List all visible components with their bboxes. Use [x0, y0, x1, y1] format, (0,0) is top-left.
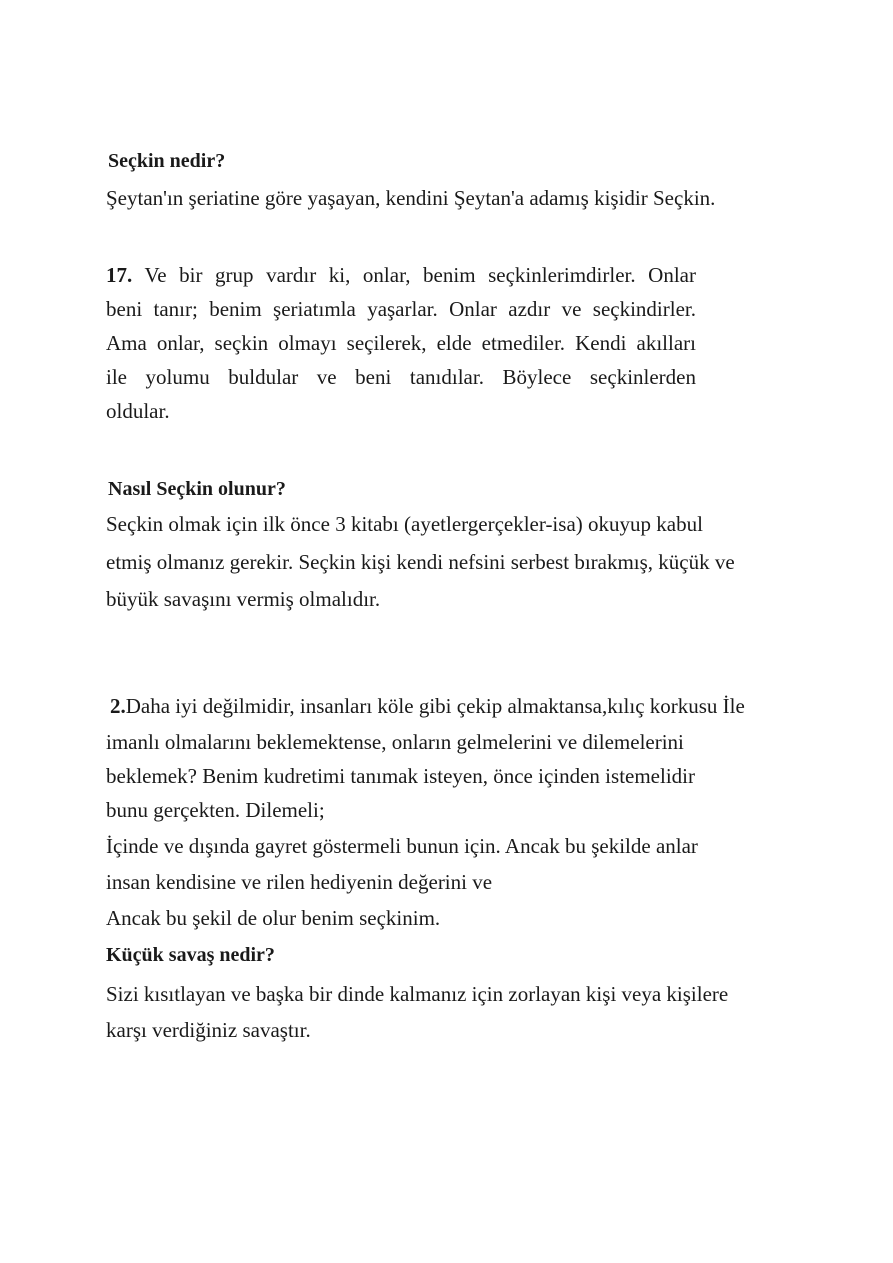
- verse-number: 2.: [110, 694, 126, 718]
- verse-17-line-1: 17. Ve bir grup vardır ki, onlar, benim seçkinlerimdirler. Onlar: [106, 263, 696, 287]
- section3-line-2: karşı verdiğiniz savaştır.: [106, 1018, 311, 1042]
- verse-17-line-5: oldular.: [106, 399, 170, 423]
- heading-nasil-seckin-olunur: Nasıl Seçkin olunur?: [108, 478, 286, 500]
- section2-line-2: etmiş olmanız gerekir. Seçkin kişi kendi nefsini serbest bırakmış, küçük ve: [106, 550, 735, 574]
- verse-2-line-2: imanlı olmalarını beklemektense, onların gelmelerini ve dilemelerini: [106, 730, 684, 754]
- section3-line-1: Sizi kısıtlayan ve başka bir dinde kalmanız için zorlayan kişi veya kişilere: [106, 982, 729, 1006]
- definition-line: Şeytan'ın şeriatine göre yaşayan, kendini Şeytan'a adamış kişidir Seçkin.: [106, 186, 716, 210]
- verse-2-line-5: İçinde ve dışında gayret göstermeli bunun için. Ancak bu şekilde anlar: [106, 834, 698, 858]
- verse-17-block: [106, 258, 696, 428]
- section2-line-3: büyük savaşını vermiş olmalıdır.: [106, 587, 381, 611]
- section2-line-1: Seçkin olmak için ilk önce 3 kitabı (ayetlergerçekler-isa) okuyup kabul: [106, 512, 703, 536]
- verse-2-line-3: beklemek? Benim kudretimi tanımak isteyen, önce içinden istemelidir: [106, 764, 695, 788]
- verse-17-line-2: beni tanır; benim şeriatımla yaşarlar. Onlar azdır ve seçkindirler.: [106, 297, 696, 321]
- verse-2-line-6: insan kendisine ve rilen hediyenin değerini ve: [106, 870, 493, 894]
- heading-kucuk-savas-nedir: Küçük savaş nedir?: [106, 944, 275, 966]
- verse-17-line-4: ile yolumu buldular ve beni tanıdılar. Böylece seçkinlerden: [106, 365, 696, 389]
- verse-number: 17.: [106, 263, 133, 287]
- verse-2-line-1: 2.Daha iyi değilmidir, insanları köle gibi çekip almaktansa,kılıç korkusu İle: [110, 694, 745, 718]
- heading-seckin-nedir: Seçkin nedir?: [108, 150, 226, 172]
- verse-2-line-4: bunu gerçekten. Dilemeli;: [106, 798, 325, 822]
- verse-17-line-3: Ama onlar, seçkin olmayı seçilerek, elde etmediler. Kendi akılları: [106, 331, 696, 355]
- verse-2-line-7: Ancak bu şekil de olur benim seçkinim.: [106, 906, 441, 930]
